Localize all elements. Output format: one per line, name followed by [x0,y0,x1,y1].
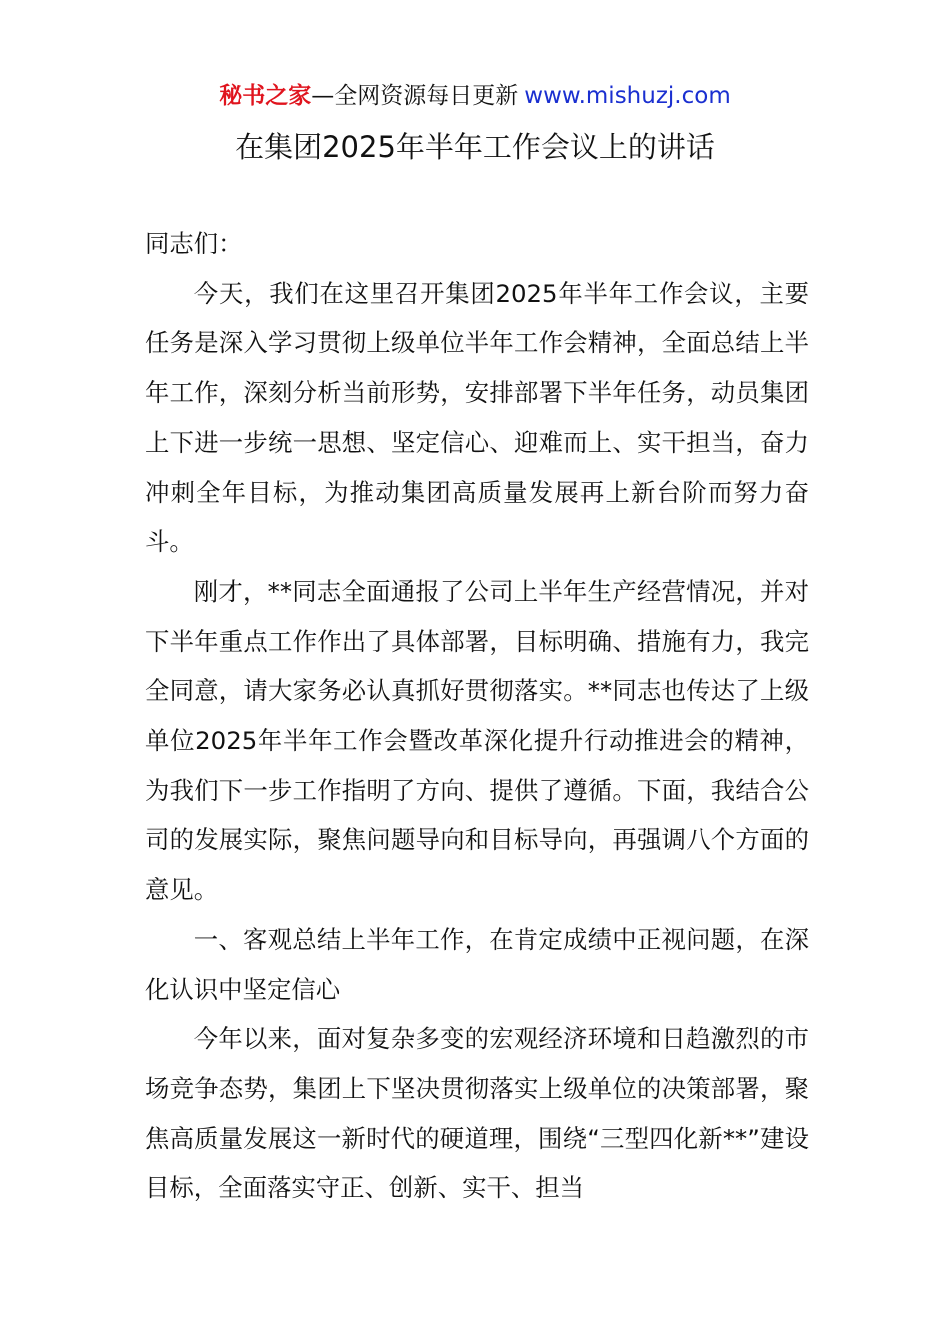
section-heading: 一、客观总结上半年工作，在肯定成绩中正视问题，在深化认识中坚定信心 [145,924,809,1004]
document-body [145,219,809,1213]
document-title: 在集团2025年半年工作会议上的讲话 [235,130,715,164]
site-header [0,80,950,112]
paragraph-review: 刚才，**同志全面通报了公司上半年生产经营情况，并对下半年重点工作作出了具体部署，目标明确、措施有力，我完全同意，请大家务必认真抓好贯彻落实。**同志也传达了上级单位2025年半年工作会暨改革深化提升行动推进会的精神，为我们下一步工作指明了方向、提供了遵循。下面，我结合公司的发展实际，聚焦问题导向和目标导向，再强调八个方面的意见。 [145,576,809,905]
site-url-link[interactable]: www.mishuzj.com [524,83,731,109]
section-paragraph: 今年以来，面对复杂多变的宏观经济环境和日趋激烈的市场竞争态势，集团上下坚决贯彻落实上级单位的决策部署，聚焦高质量发展这一新时代的硬道理，围绕“三型四化新**”建设目标，全面落实守正、创新、实干、担当 [145,1024,809,1203]
header-tagline: —全网资源每日更新 [311,83,519,109]
salutation: 同志们： [145,229,243,258]
brand-name: 秘书之家 [219,83,312,109]
paragraph-opening: 今天，我们在这里召开集团2025年半年工作会议，主要任务是深入学习贯彻上级单位半年工作会精神，全面总结上半年工作，深刻分析当前形势，安排部署下半年任务，动员集团上下进一步统一思想、坚定信心、迎难而上、实干担当，奋力冲刺全年目标，为推动集团高质量发展再上新台阶而努力奋斗。 [145,278,809,557]
